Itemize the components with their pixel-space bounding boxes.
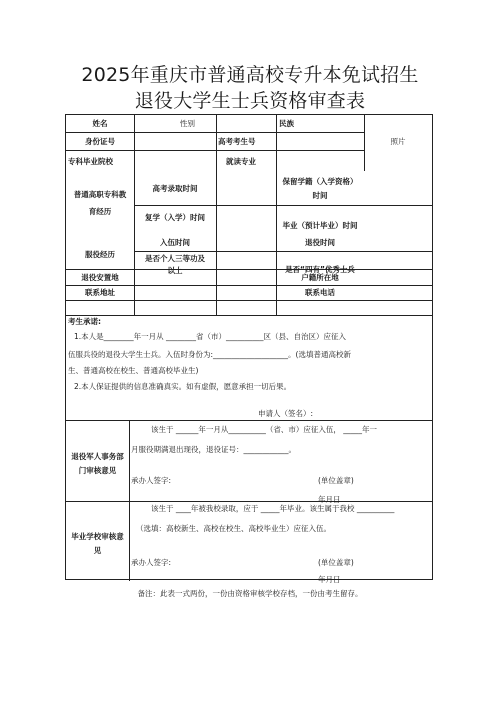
resettlement-label: 退役安置地	[81, 273, 119, 282]
school-review-line-1: 该生于 ____年被我校录取，应于 _____年毕业。该生属于我校 __________	[151, 504, 395, 513]
pledge-heading: 考生承诺:	[68, 317, 101, 326]
exam-number-label: 高考考生号	[218, 137, 256, 146]
form-title-line-2: 退役大学生士兵资格审查表	[134, 90, 366, 112]
military-handler-label: 承办人签字:	[131, 476, 172, 485]
status-retain-label-2: 时间	[312, 191, 328, 200]
merit-label-2: 以上	[167, 266, 183, 275]
address-label: 联系地址	[85, 288, 115, 297]
discharge-time-label: 退役时间	[305, 238, 335, 247]
photo-label: 照片	[390, 137, 406, 146]
form-title-line-1: 2025年重庆市普通高校专升本免试招生	[81, 64, 419, 86]
military-review-label-1: 退役军人事务部	[71, 452, 124, 461]
school-seal-label: (单位盖章)	[318, 558, 354, 567]
military-seal-label: (单位盖章)	[318, 476, 354, 485]
qualification-form-table	[65, 114, 433, 584]
ethnicity-label: 民族	[279, 119, 294, 128]
name-label: 姓名	[92, 119, 108, 128]
school-review-label-2: 见	[93, 546, 102, 555]
pledge-line-1: 1.本人是________年一月从 ________省（市）__________区（县、自治区）应征入	[74, 332, 347, 341]
education-label-1: 普通高职专科教	[73, 190, 127, 199]
graduation-time-label: 毕业（预计毕业）时间	[282, 221, 358, 230]
phone-label: 联系电话	[305, 288, 335, 297]
resume-time-label: 复学（入学）时间	[145, 213, 205, 222]
major-label: 就读专业	[226, 157, 256, 166]
id-number-label: 身份证号	[85, 137, 115, 146]
college-label: 专科毕业院校	[68, 157, 113, 166]
gender-label: 性别	[180, 119, 195, 128]
military-review-label-2: 门审核意见	[78, 466, 117, 475]
school-review-label-1: 毕业学校审核意	[71, 532, 124, 541]
military-review-line-1: 该生于 ______年一月从__________（省、市）应征入伍， _____年一	[151, 425, 378, 434]
pledge-line-4: 2.本人保证提供的信息准确真实。如有虚假，愿意承担一切后果。	[74, 382, 292, 391]
military-review-line-2: 月服役期满退出现役，退役证号：____________。	[131, 445, 296, 454]
pledge-line-3: 生、普通高校在校生、普通高校毕业生)	[68, 366, 199, 375]
military-date-label: 年月日	[318, 495, 341, 504]
admission-time-label: 高考录取时间	[152, 184, 198, 193]
applicant-signature-label: 申请人（签名）:	[258, 409, 314, 418]
enlist-time-label: 入伍时间	[160, 238, 190, 247]
footnote: 备注：此表一式两份，一份由资格审核学校存档，一份由考生留存。	[137, 589, 363, 598]
merit-label-1: 是否个人三等功及	[145, 254, 205, 263]
four-haves-label: 是否“四有”优秀士兵	[285, 265, 355, 274]
education-label-2: 育经历	[88, 207, 112, 216]
school-handler-label: 承办人签字:	[131, 558, 172, 567]
school-date-label: 年月日	[318, 575, 341, 584]
service-label: 服役经历	[85, 250, 115, 259]
status-retain-label-1: 保留学籍（入学资格）	[282, 177, 358, 186]
pledge-line-2: 伍服兵役的退役大学生士兵。入伍时身份为:____________________。(选填普通高校新	[68, 350, 351, 359]
school-review-line-2: （选填：高校新生、高校在校生、高校毕业生）应征入伍。	[136, 524, 331, 533]
hukou-label: 户籍所在地	[301, 273, 339, 282]
